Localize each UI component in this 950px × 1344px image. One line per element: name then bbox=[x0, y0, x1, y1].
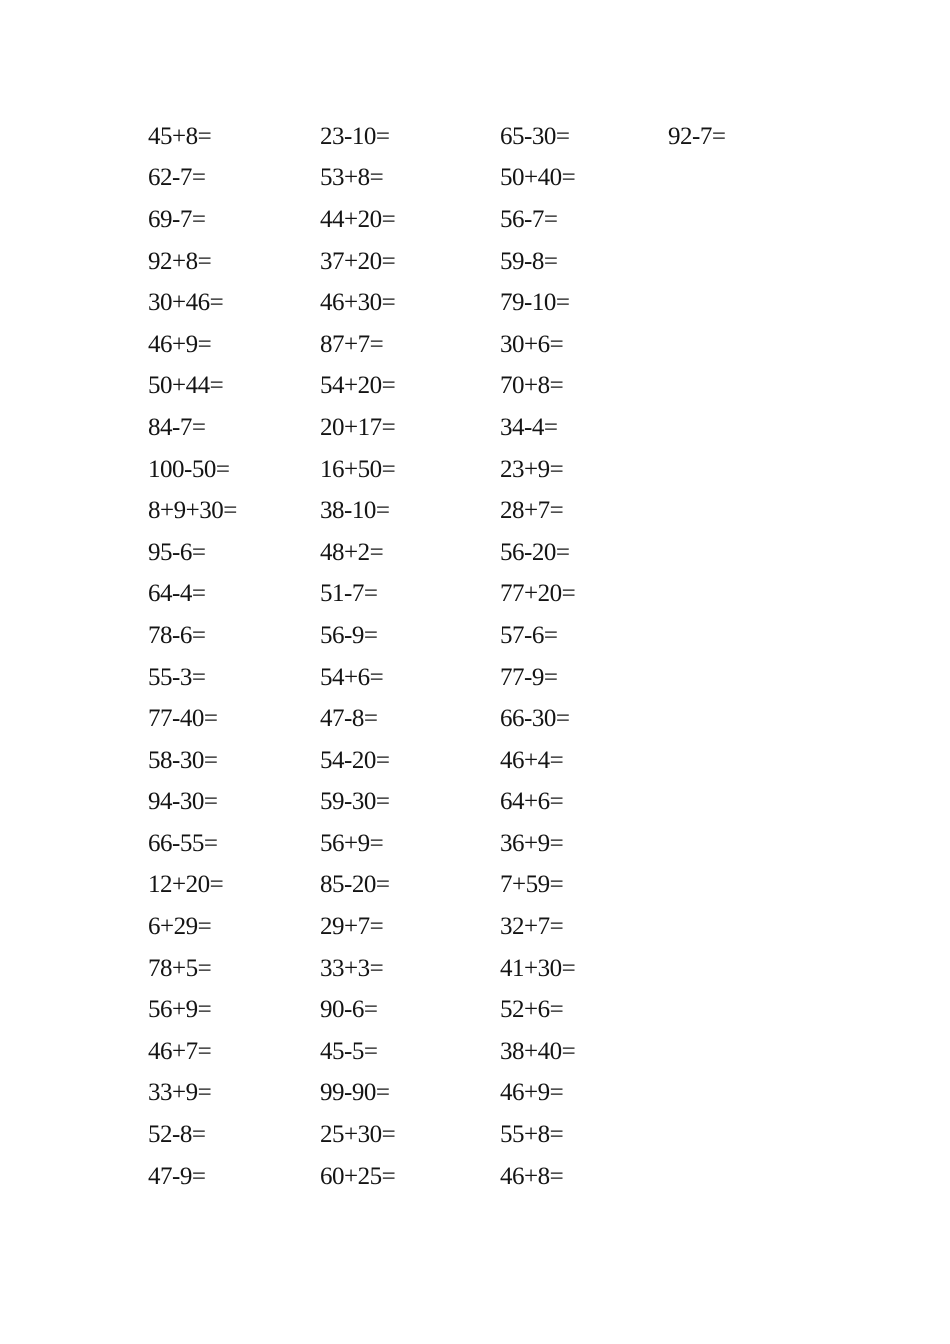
worksheet-row bbox=[0, 657, 950, 699]
worksheet-row bbox=[0, 865, 950, 907]
math-problem: 6+29= bbox=[148, 913, 212, 941]
math-problem: 46+4= bbox=[500, 746, 564, 774]
math-problem: 46+9= bbox=[148, 330, 212, 358]
math-problem: 90-6= bbox=[320, 996, 378, 1024]
worksheet-row bbox=[0, 823, 950, 865]
worksheet-row bbox=[0, 449, 950, 491]
math-problem: 50+40= bbox=[500, 164, 576, 192]
math-problem: 77+20= bbox=[500, 580, 576, 608]
math-problem: 46+8= bbox=[500, 1162, 564, 1190]
math-problem: 44+20= bbox=[320, 205, 396, 233]
math-problem: 47-8= bbox=[320, 705, 378, 733]
math-problem: 94-30= bbox=[148, 788, 218, 816]
worksheet-row bbox=[0, 116, 950, 158]
worksheet-row bbox=[0, 324, 950, 366]
worksheet-row bbox=[0, 989, 950, 1031]
math-problem: 16+50= bbox=[320, 455, 396, 483]
math-problem: 38+40= bbox=[500, 1037, 576, 1065]
math-problem: 99-90= bbox=[320, 1079, 390, 1107]
worksheet-row bbox=[0, 490, 950, 532]
math-problem: 34-4= bbox=[500, 413, 558, 441]
math-problem: 62-7= bbox=[148, 164, 206, 192]
math-problem: 48+2= bbox=[320, 538, 384, 566]
math-problem: 28+7= bbox=[500, 497, 564, 525]
worksheet-row bbox=[0, 241, 950, 283]
math-problem: 47-9= bbox=[148, 1162, 206, 1190]
math-problem: 64+6= bbox=[500, 788, 564, 816]
math-problem: 52+6= bbox=[500, 996, 564, 1024]
math-problem: 23+9= bbox=[500, 455, 564, 483]
math-problem: 100-50= bbox=[148, 455, 230, 483]
math-problem: 45+8= bbox=[148, 122, 212, 150]
math-problem: 33+9= bbox=[148, 1079, 212, 1107]
worksheet-row bbox=[0, 906, 950, 948]
math-problem: 46+7= bbox=[148, 1037, 212, 1065]
worksheet-row bbox=[0, 782, 950, 824]
worksheet-row bbox=[0, 199, 950, 241]
math-problem: 55+8= bbox=[500, 1121, 564, 1149]
math-problem: 56+9= bbox=[148, 996, 212, 1024]
math-problem: 58-30= bbox=[148, 746, 218, 774]
worksheet-row bbox=[0, 158, 950, 200]
worksheet-row bbox=[0, 574, 950, 616]
worksheet-row bbox=[0, 366, 950, 408]
math-problem: 45-5= bbox=[320, 1037, 378, 1065]
math-problem: 54+20= bbox=[320, 372, 396, 400]
math-problem: 64-4= bbox=[148, 580, 206, 608]
worksheet-row bbox=[0, 1073, 950, 1115]
math-problem: 51-7= bbox=[320, 580, 378, 608]
math-problem: 78-6= bbox=[148, 621, 206, 649]
worksheet-row bbox=[0, 407, 950, 449]
math-problem: 38-10= bbox=[320, 497, 390, 525]
math-problem: 7+59= bbox=[500, 871, 564, 899]
math-problem: 66-55= bbox=[148, 829, 218, 857]
worksheet-row bbox=[0, 615, 950, 657]
math-problem: 41+30= bbox=[500, 954, 576, 982]
math-problem: 92-7= bbox=[668, 122, 726, 150]
math-problem: 30+46= bbox=[148, 289, 224, 317]
math-problem: 12+20= bbox=[148, 871, 224, 899]
math-problem: 8+9+30= bbox=[148, 497, 237, 525]
math-problem: 46+30= bbox=[320, 289, 396, 317]
worksheet-row bbox=[0, 1031, 950, 1073]
worksheet-row bbox=[0, 698, 950, 740]
worksheet-row bbox=[0, 740, 950, 782]
math-problem: 46+9= bbox=[500, 1079, 564, 1107]
math-problem: 66-30= bbox=[500, 705, 570, 733]
math-problem: 55-3= bbox=[148, 663, 206, 691]
worksheet-row bbox=[0, 1114, 950, 1156]
worksheet-row bbox=[0, 532, 950, 574]
math-problem: 30+6= bbox=[500, 330, 564, 358]
math-problem: 23-10= bbox=[320, 122, 390, 150]
math-problem: 56-20= bbox=[500, 538, 570, 566]
math-problem: 92+8= bbox=[148, 247, 212, 275]
math-problem: 59-30= bbox=[320, 788, 390, 816]
math-problem: 32+7= bbox=[500, 913, 564, 941]
math-problem: 20+17= bbox=[320, 413, 396, 441]
math-problem: 60+25= bbox=[320, 1162, 396, 1190]
math-problem: 37+20= bbox=[320, 247, 396, 275]
math-problem: 56+9= bbox=[320, 829, 384, 857]
math-problem: 36+9= bbox=[500, 829, 564, 857]
math-problem: 85-20= bbox=[320, 871, 390, 899]
worksheet bbox=[0, 116, 950, 1197]
math-problem: 50+44= bbox=[148, 372, 224, 400]
math-problem: 77-9= bbox=[500, 663, 558, 691]
math-problem: 79-10= bbox=[500, 289, 570, 317]
worksheet-row bbox=[0, 948, 950, 990]
math-problem: 65-30= bbox=[500, 122, 570, 150]
math-problem: 56-9= bbox=[320, 621, 378, 649]
math-problem: 87+7= bbox=[320, 330, 384, 358]
math-problem: 59-8= bbox=[500, 247, 558, 275]
worksheet-row bbox=[0, 282, 950, 324]
math-problem: 54-20= bbox=[320, 746, 390, 774]
worksheet-row bbox=[0, 1156, 950, 1198]
math-problem: 95-6= bbox=[148, 538, 206, 566]
math-problem: 84-7= bbox=[148, 413, 206, 441]
math-problem: 29+7= bbox=[320, 913, 384, 941]
math-problem: 78+5= bbox=[148, 954, 212, 982]
math-problem: 56-7= bbox=[500, 205, 558, 233]
math-problem: 53+8= bbox=[320, 164, 384, 192]
math-problem: 54+6= bbox=[320, 663, 384, 691]
math-problem: 70+8= bbox=[500, 372, 564, 400]
math-problem: 77-40= bbox=[148, 705, 218, 733]
math-problem: 52-8= bbox=[148, 1121, 206, 1149]
math-problem: 33+3= bbox=[320, 954, 384, 982]
math-problem: 25+30= bbox=[320, 1121, 396, 1149]
math-problem: 69-7= bbox=[148, 205, 206, 233]
math-problem: 57-6= bbox=[500, 621, 558, 649]
